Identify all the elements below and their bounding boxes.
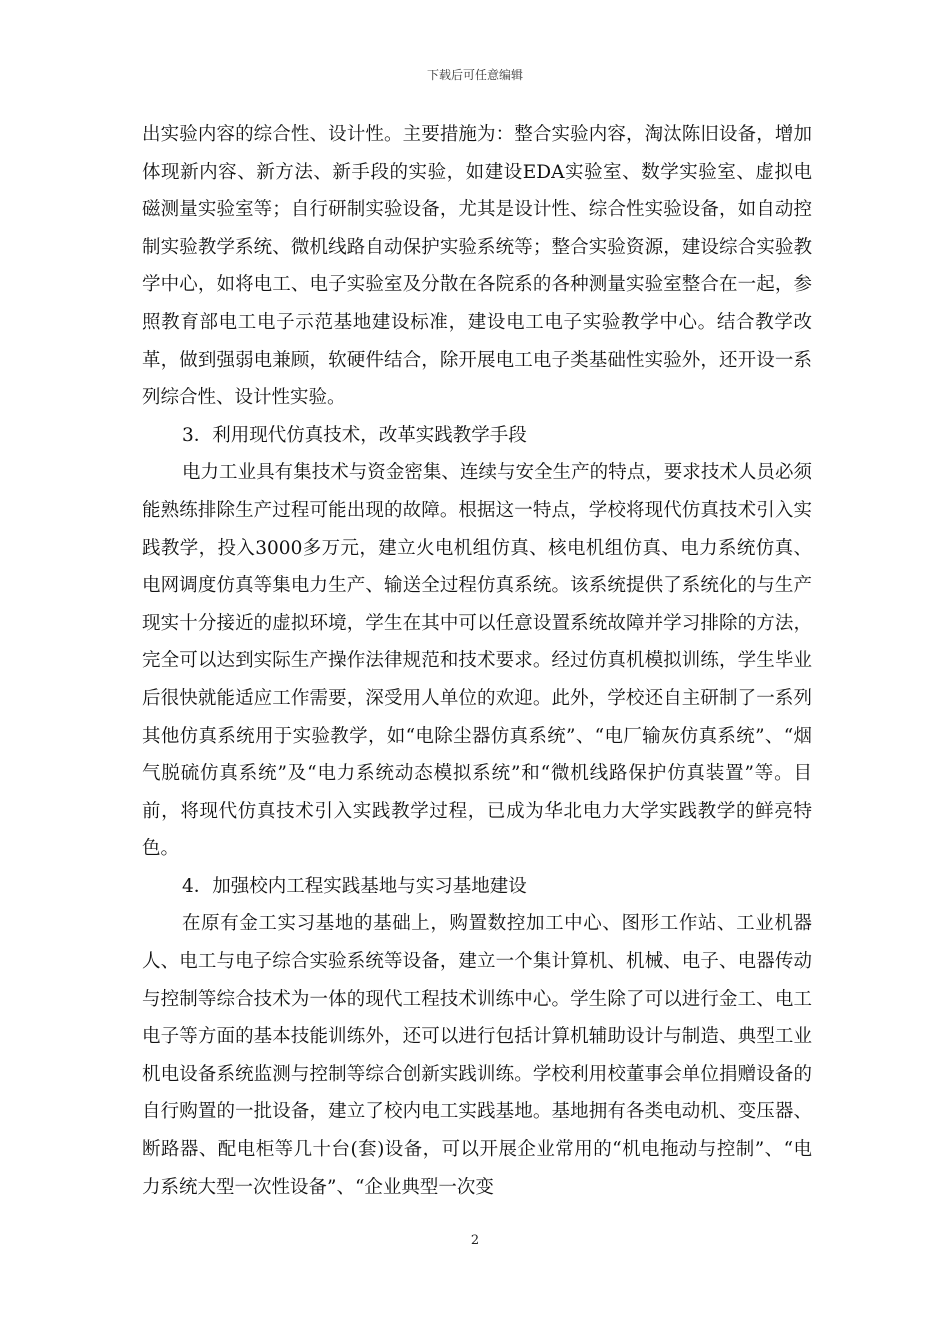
paragraph: 电力工业具有集技术与资金密集、连续与安全生产的特点，要求技术人员必须能熟练排除生产过程可能出现的故障。根据这一特点，学校将现代仿真技术引入实践教学，投入3000多万元，建立火电机组仿真、核电机组仿真、电力系统仿真、电网调度仿真等集电力生产、输送全过程仿真系统。该系统提供了系统化的与生产现实十分接近的虚拟环境，学生在其中可以任意设置系统故障并学习排除的方法，完全可以达到实际生产操作法律规范和技术要求。经过仿真机模拟训练，学生毕业后很快就能适应工作需要，深受用人单位的欢迎。此外，学校还自主研制了一系列其他仿真系统用于实验教学，如“电除尘器仿真系统”、“电厂输灰仿真系统”、“烟气脱硫仿真系统”及“电力系统动态模拟系统”和“微机线路保护仿真装置”等。目前，将现代仿真技术引入实践教学过程，已成为华北电力大学实践教学的鲜亮特色。	[142, 462, 812, 860]
section-heading: 4．加强校内工程实践基地与实习基地建设	[182, 875, 527, 897]
page-number: 2	[470, 1233, 480, 1248]
paragraph-continuation: 出实验内容的综合性、设计性。主要措施为：整合实验内容，淘汰陈旧设备，增加体现新内容、新方法、新手段的实验，如建设EDA实验室、数学实验室、虚拟电磁测量实验室等；自行研制实验设备，尤其是设计性、综合性实验设备，如自动控制实验教学系统、微机线路自动保护实验系统等；整合实验资源，建设综合实验教学中心，如将电工、电子实验室及分散在各院系的各种测量实验室整合在一起，参照教育部电工电子示范基地建设标准，建设电工电子实验教学中心。结合教学改革，做到强弱电兼顾，软硬件结合，除开展电工电子类基础性实验外，还开设一系列综合性、设计性实验。	[142, 124, 812, 409]
body-text	[142, 116, 812, 1206]
section-heading: 3．利用现代仿真技术，改革实践教学手段	[182, 424, 527, 446]
page-header: 下载后可任意编辑	[426, 68, 523, 82]
paragraph: 在原有金工实习基地的基础上，购置数控加工中心、图形工作站、工业机器人、电工与电子综合实验系统等设备，建立一个集计算机、机械、电子、电器传动与控制等综合技术为一体的现代工程技术训练中心。学生除了可以进行金工、电工电子等方面的基本技能训练外，还可以进行包括计算机辅助设计与制造、典型工业机电设备系统监测与控制等综合创新实践训练。学校利用校董事会单位捐赠设备的自行购置的一批设备，建立了校内电工实践基地。基地拥有各类电动机、变压器、断路器、配电柜等几十台(套)设备，可以开展企业常用的“机电拖动与控制”、“电力系统大型一次性设备”、“企业典型一次变	[142, 913, 812, 1198]
